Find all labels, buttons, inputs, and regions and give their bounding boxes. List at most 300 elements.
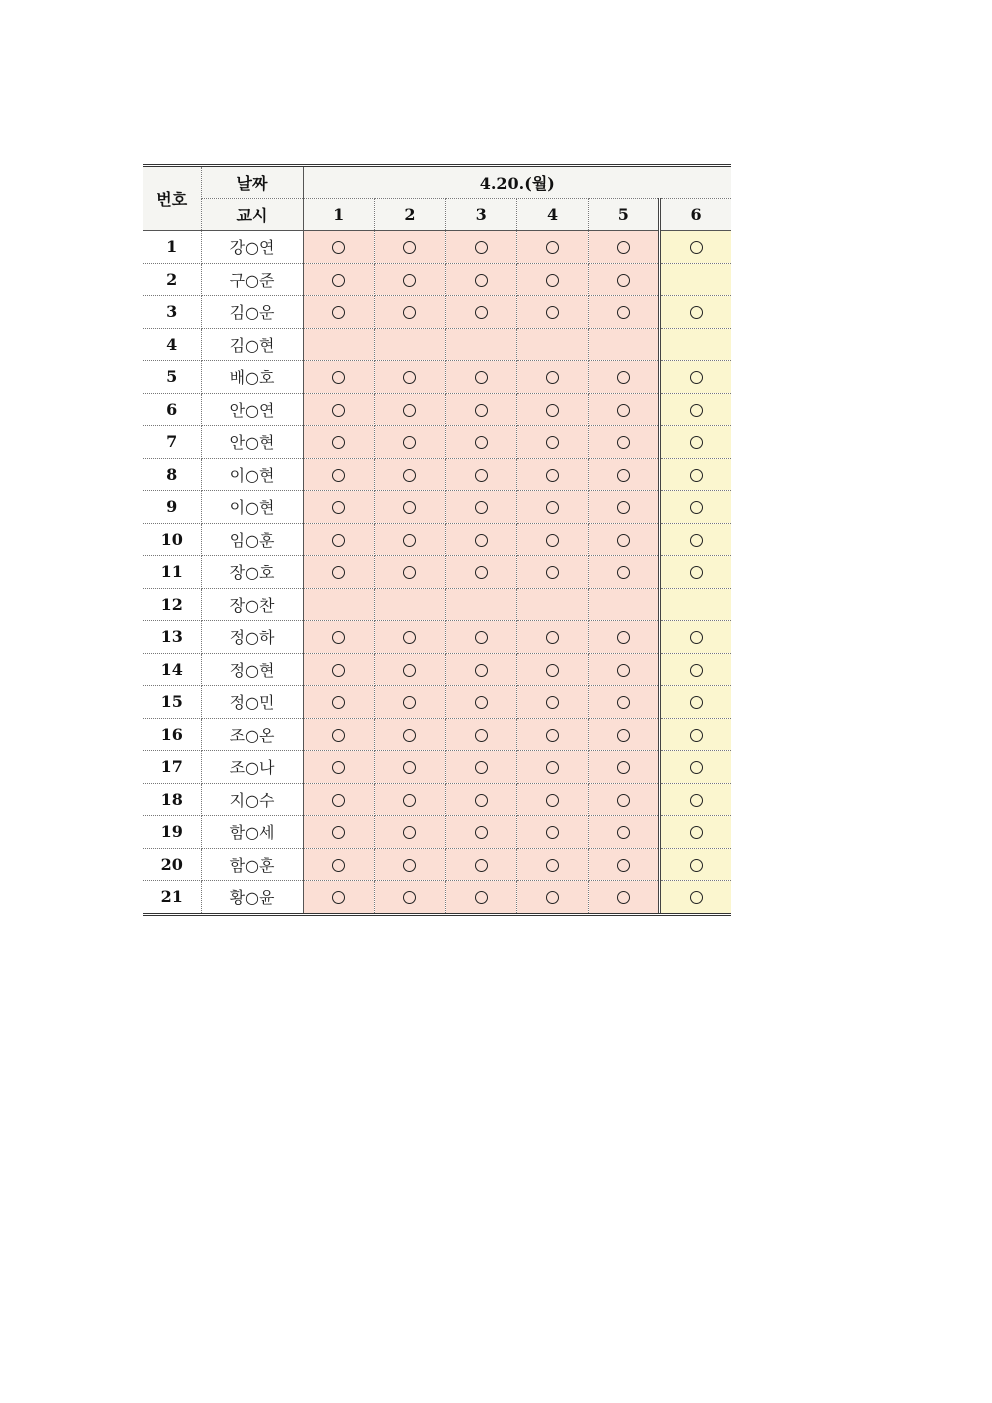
attendance-cell-period-4 xyxy=(517,653,588,686)
present-mark-icon xyxy=(475,469,488,482)
student-name: 김○현 xyxy=(201,328,303,361)
attendance-cell-period-5 xyxy=(588,848,659,881)
present-mark-icon xyxy=(546,826,559,839)
attendance-cell-period-2 xyxy=(374,491,445,524)
attendance-cell-period-4 xyxy=(517,718,588,751)
attendance-cell-period-2 xyxy=(374,751,445,784)
present-mark-icon xyxy=(403,729,416,742)
table-row xyxy=(143,751,731,784)
table-row xyxy=(143,231,731,264)
present-mark-icon xyxy=(690,469,703,482)
present-mark-icon xyxy=(332,371,345,384)
present-mark-icon xyxy=(617,631,630,644)
present-mark-icon xyxy=(690,859,703,872)
student-name: 장○찬 xyxy=(201,588,303,621)
present-mark-icon xyxy=(332,274,345,287)
attendance-cell-period-6 xyxy=(659,686,731,719)
attendance-cell-period-6 xyxy=(659,881,731,913)
attendance-cell-period-5 xyxy=(588,751,659,784)
attendance-cell-period-5 xyxy=(588,718,659,751)
attendance-cell-period-4 xyxy=(517,783,588,816)
present-mark-icon xyxy=(475,501,488,514)
present-mark-icon xyxy=(332,306,345,319)
present-mark-icon xyxy=(475,826,488,839)
table-row xyxy=(143,263,731,296)
present-mark-icon xyxy=(546,859,559,872)
present-mark-icon xyxy=(617,241,630,254)
period-header-4: 4 xyxy=(517,199,588,231)
attendance-cell-period-2 xyxy=(374,328,445,361)
attendance-cell-period-5 xyxy=(588,783,659,816)
present-mark-icon xyxy=(475,696,488,709)
table-row xyxy=(143,783,731,816)
present-mark-icon xyxy=(690,501,703,514)
table-row xyxy=(143,361,731,394)
student-name: 지○수 xyxy=(201,783,303,816)
student-number: 9 xyxy=(143,491,201,524)
present-mark-icon xyxy=(403,664,416,677)
attendance-cell-period-2 xyxy=(374,523,445,556)
attendance-sheet xyxy=(143,164,731,916)
student-number: 8 xyxy=(143,458,201,491)
present-mark-icon xyxy=(403,696,416,709)
attendance-cell-period-4 xyxy=(517,231,588,264)
attendance-cell-period-6 xyxy=(659,816,731,849)
attendance-cell-period-3 xyxy=(446,231,517,264)
attendance-cell-period-4 xyxy=(517,426,588,459)
present-mark-icon xyxy=(617,891,630,904)
attendance-cell-period-5 xyxy=(588,393,659,426)
present-mark-icon xyxy=(332,664,345,677)
present-mark-icon xyxy=(475,534,488,547)
number-header: 번호 xyxy=(143,167,201,231)
student-number: 6 xyxy=(143,393,201,426)
attendance-cell-period-6 xyxy=(659,848,731,881)
present-mark-icon xyxy=(617,371,630,384)
attendance-cell-period-5 xyxy=(588,881,659,913)
student-name: 김○운 xyxy=(201,296,303,329)
table-row xyxy=(143,523,731,556)
present-mark-icon xyxy=(332,501,345,514)
present-mark-icon xyxy=(546,664,559,677)
student-number: 11 xyxy=(143,556,201,589)
table-row xyxy=(143,653,731,686)
date-label-header: 날짜 xyxy=(201,167,303,199)
attendance-cell-period-4 xyxy=(517,328,588,361)
present-mark-icon xyxy=(690,826,703,839)
present-mark-icon xyxy=(617,859,630,872)
present-mark-icon xyxy=(690,404,703,417)
table-row xyxy=(143,458,731,491)
present-mark-icon xyxy=(546,306,559,319)
attendance-cell-period-5 xyxy=(588,686,659,719)
present-mark-icon xyxy=(332,241,345,254)
attendance-cell-period-5 xyxy=(588,458,659,491)
present-mark-icon xyxy=(546,436,559,449)
present-mark-icon xyxy=(617,306,630,319)
student-number: 10 xyxy=(143,523,201,556)
attendance-cell-period-6 xyxy=(659,426,731,459)
present-mark-icon xyxy=(690,794,703,807)
present-mark-icon xyxy=(332,534,345,547)
student-number: 5 xyxy=(143,361,201,394)
present-mark-icon xyxy=(403,794,416,807)
table-row xyxy=(143,621,731,654)
table-row xyxy=(143,491,731,524)
student-number: 13 xyxy=(143,621,201,654)
attendance-cell-period-3 xyxy=(446,848,517,881)
attendance-cell-period-5 xyxy=(588,328,659,361)
present-mark-icon xyxy=(403,534,416,547)
present-mark-icon xyxy=(546,696,559,709)
attendance-cell-period-5 xyxy=(588,816,659,849)
attendance-cell-period-1 xyxy=(303,556,374,589)
present-mark-icon xyxy=(403,436,416,449)
period-header-3: 3 xyxy=(446,199,517,231)
date-value-header: 4.20.(월) xyxy=(303,167,731,199)
present-mark-icon xyxy=(617,794,630,807)
attendance-cell-period-5 xyxy=(588,263,659,296)
present-mark-icon xyxy=(403,631,416,644)
present-mark-icon xyxy=(332,566,345,579)
present-mark-icon xyxy=(403,274,416,287)
student-number: 1 xyxy=(143,231,201,264)
attendance-cell-period-5 xyxy=(588,231,659,264)
present-mark-icon xyxy=(475,859,488,872)
present-mark-icon xyxy=(617,534,630,547)
present-mark-icon xyxy=(617,696,630,709)
attendance-cell-period-6 xyxy=(659,263,731,296)
student-name: 구○준 xyxy=(201,263,303,296)
period-header-6: 6 xyxy=(659,199,731,231)
attendance-cell-period-3 xyxy=(446,328,517,361)
student-name: 조○나 xyxy=(201,751,303,784)
attendance-cell-period-3 xyxy=(446,816,517,849)
attendance-cell-period-6 xyxy=(659,588,731,621)
present-mark-icon xyxy=(690,241,703,254)
present-mark-icon xyxy=(617,274,630,287)
present-mark-icon xyxy=(546,631,559,644)
present-mark-icon xyxy=(403,404,416,417)
attendance-cell-period-5 xyxy=(588,361,659,394)
attendance-cell-period-3 xyxy=(446,393,517,426)
student-name: 장○호 xyxy=(201,556,303,589)
attendance-cell-period-5 xyxy=(588,653,659,686)
present-mark-icon xyxy=(690,436,703,449)
student-number: 2 xyxy=(143,263,201,296)
present-mark-icon xyxy=(332,794,345,807)
attendance-cell-period-2 xyxy=(374,686,445,719)
attendance-cell-period-2 xyxy=(374,653,445,686)
present-mark-icon xyxy=(332,859,345,872)
attendance-cell-period-6 xyxy=(659,621,731,654)
attendance-cell-period-3 xyxy=(446,718,517,751)
present-mark-icon xyxy=(546,566,559,579)
attendance-cell-period-6 xyxy=(659,718,731,751)
student-name: 정○민 xyxy=(201,686,303,719)
attendance-cell-period-2 xyxy=(374,621,445,654)
attendance-cell-period-6 xyxy=(659,361,731,394)
attendance-cell-period-4 xyxy=(517,751,588,784)
student-name: 정○현 xyxy=(201,653,303,686)
attendance-cell-period-1 xyxy=(303,523,374,556)
attendance-cell-period-3 xyxy=(446,783,517,816)
attendance-cell-period-3 xyxy=(446,426,517,459)
attendance-cell-period-3 xyxy=(446,491,517,524)
attendance-cell-period-4 xyxy=(517,458,588,491)
period-header-1: 1 xyxy=(303,199,374,231)
attendance-cell-period-4 xyxy=(517,588,588,621)
attendance-cell-period-4 xyxy=(517,848,588,881)
attendance-cell-period-1 xyxy=(303,881,374,913)
table-row xyxy=(143,426,731,459)
attendance-cell-period-6 xyxy=(659,393,731,426)
present-mark-icon xyxy=(403,501,416,514)
present-mark-icon xyxy=(546,371,559,384)
attendance-cell-period-1 xyxy=(303,426,374,459)
student-name: 조○온 xyxy=(201,718,303,751)
attendance-cell-period-3 xyxy=(446,653,517,686)
present-mark-icon xyxy=(475,436,488,449)
attendance-cell-period-6 xyxy=(659,328,731,361)
present-mark-icon xyxy=(475,404,488,417)
present-mark-icon xyxy=(617,729,630,742)
student-number: 7 xyxy=(143,426,201,459)
table-row xyxy=(143,686,731,719)
present-mark-icon xyxy=(546,404,559,417)
student-name: 정○하 xyxy=(201,621,303,654)
present-mark-icon xyxy=(546,794,559,807)
student-name: 황○윤 xyxy=(201,881,303,913)
attendance-cell-period-3 xyxy=(446,263,517,296)
attendance-cell-period-1 xyxy=(303,263,374,296)
present-mark-icon xyxy=(690,631,703,644)
present-mark-icon xyxy=(617,469,630,482)
attendance-cell-period-4 xyxy=(517,393,588,426)
header-row-periods xyxy=(143,199,731,231)
attendance-cell-period-1 xyxy=(303,816,374,849)
present-mark-icon xyxy=(332,469,345,482)
table-row xyxy=(143,816,731,849)
student-name: 안○현 xyxy=(201,426,303,459)
present-mark-icon xyxy=(332,696,345,709)
attendance-cell-period-6 xyxy=(659,491,731,524)
present-mark-icon xyxy=(403,761,416,774)
present-mark-icon xyxy=(690,761,703,774)
attendance-cell-period-1 xyxy=(303,718,374,751)
attendance-cell-period-4 xyxy=(517,361,588,394)
student-name: 이○현 xyxy=(201,491,303,524)
student-name: 이○현 xyxy=(201,458,303,491)
attendance-cell-period-5 xyxy=(588,296,659,329)
attendance-cell-period-2 xyxy=(374,458,445,491)
attendance-cell-period-4 xyxy=(517,881,588,913)
present-mark-icon xyxy=(546,891,559,904)
attendance-cell-period-1 xyxy=(303,296,374,329)
attendance-cell-period-2 xyxy=(374,556,445,589)
attendance-cell-period-1 xyxy=(303,588,374,621)
attendance-cell-period-2 xyxy=(374,718,445,751)
attendance-cell-period-3 xyxy=(446,361,517,394)
student-number: 3 xyxy=(143,296,201,329)
attendance-cell-period-5 xyxy=(588,588,659,621)
present-mark-icon xyxy=(332,826,345,839)
attendance-table xyxy=(143,167,731,913)
student-number: 18 xyxy=(143,783,201,816)
present-mark-icon xyxy=(475,241,488,254)
attendance-cell-period-3 xyxy=(446,523,517,556)
attendance-cell-period-1 xyxy=(303,848,374,881)
attendance-cell-period-3 xyxy=(446,751,517,784)
present-mark-icon xyxy=(546,469,559,482)
present-mark-icon xyxy=(403,306,416,319)
attendance-cell-period-6 xyxy=(659,231,731,264)
attendance-cell-period-2 xyxy=(374,848,445,881)
period-header-2: 2 xyxy=(374,199,445,231)
attendance-cell-period-5 xyxy=(588,556,659,589)
present-mark-icon xyxy=(332,761,345,774)
attendance-cell-period-1 xyxy=(303,686,374,719)
present-mark-icon xyxy=(690,696,703,709)
present-mark-icon xyxy=(475,761,488,774)
present-mark-icon xyxy=(617,404,630,417)
attendance-cell-period-1 xyxy=(303,783,374,816)
attendance-cell-period-1 xyxy=(303,458,374,491)
present-mark-icon xyxy=(546,241,559,254)
table-row xyxy=(143,848,731,881)
present-mark-icon xyxy=(403,241,416,254)
table-row xyxy=(143,296,731,329)
present-mark-icon xyxy=(332,891,345,904)
attendance-cell-period-6 xyxy=(659,556,731,589)
attendance-cell-period-1 xyxy=(303,361,374,394)
present-mark-icon xyxy=(690,891,703,904)
present-mark-icon xyxy=(690,566,703,579)
attendance-cell-period-6 xyxy=(659,523,731,556)
period-header-5: 5 xyxy=(588,199,659,231)
present-mark-icon xyxy=(475,631,488,644)
student-number: 15 xyxy=(143,686,201,719)
attendance-cell-period-4 xyxy=(517,523,588,556)
attendance-cell-period-1 xyxy=(303,231,374,264)
table-row xyxy=(143,328,731,361)
attendance-cell-period-2 xyxy=(374,426,445,459)
present-mark-icon xyxy=(332,729,345,742)
attendance-cell-period-4 xyxy=(517,263,588,296)
student-number: 12 xyxy=(143,588,201,621)
present-mark-icon xyxy=(475,664,488,677)
student-number: 14 xyxy=(143,653,201,686)
attendance-cell-period-2 xyxy=(374,231,445,264)
attendance-cell-period-2 xyxy=(374,393,445,426)
attendance-cell-period-1 xyxy=(303,491,374,524)
table-row xyxy=(143,556,731,589)
present-mark-icon xyxy=(475,274,488,287)
student-number: 20 xyxy=(143,848,201,881)
attendance-cell-period-1 xyxy=(303,328,374,361)
student-number: 4 xyxy=(143,328,201,361)
present-mark-icon xyxy=(332,404,345,417)
attendance-cell-period-4 xyxy=(517,686,588,719)
present-mark-icon xyxy=(546,534,559,547)
attendance-cell-period-4 xyxy=(517,816,588,849)
attendance-cell-period-3 xyxy=(446,556,517,589)
student-rows xyxy=(143,231,731,913)
present-mark-icon xyxy=(617,501,630,514)
present-mark-icon xyxy=(475,891,488,904)
attendance-cell-period-2 xyxy=(374,588,445,621)
attendance-cell-period-6 xyxy=(659,751,731,784)
header-row-date xyxy=(143,167,731,199)
attendance-cell-period-1 xyxy=(303,653,374,686)
table-row xyxy=(143,718,731,751)
present-mark-icon xyxy=(403,891,416,904)
present-mark-icon xyxy=(617,761,630,774)
attendance-cell-period-4 xyxy=(517,556,588,589)
attendance-cell-period-2 xyxy=(374,263,445,296)
attendance-cell-period-2 xyxy=(374,816,445,849)
student-name: 함○세 xyxy=(201,816,303,849)
attendance-cell-period-5 xyxy=(588,621,659,654)
present-mark-icon xyxy=(403,826,416,839)
student-number: 16 xyxy=(143,718,201,751)
present-mark-icon xyxy=(475,729,488,742)
attendance-cell-period-6 xyxy=(659,783,731,816)
present-mark-icon xyxy=(617,826,630,839)
table-row xyxy=(143,393,731,426)
table-row xyxy=(143,588,731,621)
present-mark-icon xyxy=(475,306,488,319)
attendance-cell-period-3 xyxy=(446,458,517,491)
present-mark-icon xyxy=(617,436,630,449)
attendance-cell-period-1 xyxy=(303,621,374,654)
present-mark-icon xyxy=(475,794,488,807)
table-row xyxy=(143,881,731,913)
present-mark-icon xyxy=(403,566,416,579)
attendance-cell-period-2 xyxy=(374,881,445,913)
period-label-header: 교시 xyxy=(201,199,303,231)
present-mark-icon xyxy=(332,436,345,449)
present-mark-icon xyxy=(546,729,559,742)
attendance-cell-period-4 xyxy=(517,296,588,329)
student-number: 17 xyxy=(143,751,201,784)
present-mark-icon xyxy=(546,501,559,514)
attendance-cell-period-1 xyxy=(303,751,374,784)
present-mark-icon xyxy=(690,729,703,742)
present-mark-icon xyxy=(403,469,416,482)
attendance-cell-period-3 xyxy=(446,686,517,719)
attendance-cell-period-2 xyxy=(374,361,445,394)
present-mark-icon xyxy=(690,534,703,547)
present-mark-icon xyxy=(475,566,488,579)
attendance-cell-period-4 xyxy=(517,491,588,524)
student-name: 함○훈 xyxy=(201,848,303,881)
student-name: 강○연 xyxy=(201,231,303,264)
attendance-cell-period-3 xyxy=(446,296,517,329)
attendance-cell-period-5 xyxy=(588,523,659,556)
present-mark-icon xyxy=(546,761,559,774)
student-name: 임○훈 xyxy=(201,523,303,556)
attendance-cell-period-3 xyxy=(446,881,517,913)
present-mark-icon xyxy=(546,274,559,287)
student-number: 21 xyxy=(143,881,201,913)
student-name: 배○호 xyxy=(201,361,303,394)
attendance-cell-period-2 xyxy=(374,296,445,329)
present-mark-icon xyxy=(690,664,703,677)
attendance-cell-period-2 xyxy=(374,783,445,816)
present-mark-icon xyxy=(403,859,416,872)
present-mark-icon xyxy=(475,371,488,384)
